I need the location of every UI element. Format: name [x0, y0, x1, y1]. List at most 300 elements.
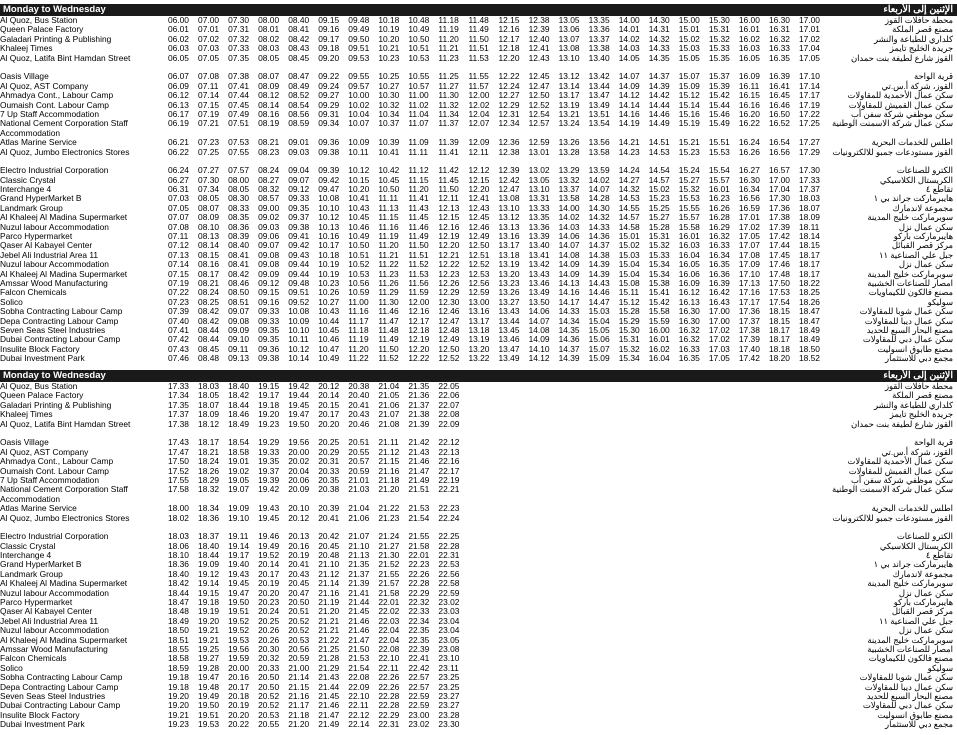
stop-name-arabic: جبل علي الصناعية ١١ — [878, 249, 953, 260]
departure-time: 15.31 — [648, 231, 670, 242]
departure-time: 11.45 — [438, 174, 459, 185]
departure-time: 14.39 — [648, 80, 670, 91]
stop-name-arabic: سكن عمال نزل — [898, 587, 953, 598]
departure-time: 10.49 — [348, 231, 370, 242]
departure-time: 11.21 — [438, 43, 459, 54]
stop-name: Galadari Printing & Publishing — [0, 33, 112, 44]
departure-time: 21.07 — [378, 409, 400, 420]
departure-time: 11.39 — [438, 137, 459, 148]
departure-time: 14.07 — [588, 184, 610, 195]
departure-time: 07.46 — [168, 353, 189, 364]
departure-time: 21.07 — [348, 531, 370, 542]
departure-time: 10.34 — [378, 108, 400, 119]
departure-time: 18.17 — [768, 334, 790, 345]
departure-time: 20.59 — [288, 653, 310, 664]
departure-time: 18.15 — [798, 240, 820, 251]
departure-time: 13.42 — [528, 259, 550, 270]
departure-time: 21.50 — [348, 643, 370, 654]
departure-time: 18.00 — [168, 503, 189, 514]
departure-time: 21.55 — [378, 568, 400, 579]
departure-time: 22.23 — [408, 559, 430, 570]
departure-time: 20.23 — [258, 597, 280, 608]
departure-time: 12.13 — [438, 202, 460, 213]
departure-time: 12.30 — [438, 296, 460, 307]
departure-time: 17.46 — [768, 259, 790, 270]
departure-time: 16.39 — [708, 277, 730, 288]
departure-time: 17.48 — [768, 268, 790, 279]
departure-time: 19.14 — [198, 578, 220, 589]
departure-time: 15.58 — [648, 306, 670, 317]
departure-time: 16.04 — [648, 353, 670, 364]
departure-time: 22.01 — [378, 597, 400, 608]
stop-name: Electro Industrial Corporation — [0, 531, 109, 542]
departure-time: 09.43 — [288, 249, 310, 260]
departure-time: 17.37 — [738, 315, 760, 326]
departure-time: 22.19 — [438, 474, 460, 485]
departure-time: 20.45 — [288, 578, 310, 589]
departure-time: 21.15 — [378, 456, 400, 467]
departure-time: 08.45 — [288, 52, 310, 63]
departure-time: 09.08 — [258, 249, 280, 260]
departure-time: 08.50 — [228, 287, 250, 298]
departure-time: 13.28 — [558, 146, 580, 157]
stop-name: Falcon Chemicals — [0, 287, 67, 298]
departure-time: 08.40 — [228, 240, 250, 251]
departure-time: 18.40 — [198, 540, 220, 551]
departure-time: 19.45 — [288, 399, 310, 410]
departure-time: 19.10 — [228, 512, 250, 523]
departure-time: 09.02 — [258, 212, 280, 223]
stop-name: Ahmadya Cont., Labour Camp — [0, 456, 114, 467]
departure-time: 22.35 — [408, 634, 430, 645]
departure-time: 13.27 — [498, 296, 520, 307]
departure-time: 22.26 — [408, 568, 430, 579]
departure-time: 09.11 — [228, 343, 249, 354]
departure-time: 12.53 — [468, 268, 490, 279]
departure-time: 16.02 — [648, 343, 670, 354]
departure-time: 19.45 — [258, 512, 280, 523]
departure-time: 18.07 — [798, 202, 820, 213]
departure-time: 23.10 — [438, 653, 460, 664]
departure-time: 13.24 — [558, 118, 580, 129]
departure-time: 21.51 — [408, 484, 430, 495]
departure-time: 12.16 — [438, 221, 460, 232]
table-row — [0, 467, 957, 476]
departure-time: 14.31 — [648, 24, 670, 35]
departure-time: 17.43 — [168, 437, 189, 448]
departure-time: 16.27 — [738, 165, 760, 176]
departure-time: 10.00 — [348, 90, 370, 101]
departure-time: 21.43 — [408, 446, 430, 457]
departure-time: 19.51 — [198, 709, 220, 720]
departure-time: 18.50 — [798, 343, 820, 354]
departure-time: 18.14 — [798, 231, 820, 242]
departure-time: 17.02 — [798, 33, 820, 44]
departure-time: 14.33 — [648, 43, 670, 54]
departure-time: 18.48 — [168, 606, 189, 617]
departure-time: 22.56 — [438, 568, 460, 579]
departure-time: 10.27 — [378, 80, 400, 91]
departure-time: 12.00 — [468, 90, 490, 101]
stop-name-arabic: قرية الواحة — [914, 437, 953, 448]
table-row — [0, 391, 957, 400]
stop-name-arabic: سوبرماركت خليج المدينة — [867, 212, 953, 223]
stop-name-arabic: القوز شارع لطيفة بنت حمدان — [850, 418, 953, 429]
stop-name-arabic: سكن عمال دبي للمقاولات — [862, 334, 953, 345]
departure-time: 07.05 — [198, 52, 220, 63]
departure-time: 12.16 — [498, 24, 520, 35]
departure-time: 12.15 — [438, 212, 460, 223]
departure-time: 07.27 — [198, 165, 220, 176]
departure-time: 18.49 — [798, 324, 820, 335]
departure-time: 10.44 — [318, 315, 340, 326]
departure-time: 18.17 — [198, 437, 220, 448]
departure-time: 15.42 — [648, 296, 670, 307]
departure-time: 19.21 — [198, 634, 220, 645]
departure-time: 11.11 — [408, 146, 429, 157]
departure-time: 07.53 — [228, 137, 250, 148]
departure-time: 13.10 — [498, 202, 520, 213]
departure-time: 12.59 — [468, 287, 490, 298]
departure-time: 08.42 — [288, 33, 310, 44]
departure-time: 11.07 — [408, 118, 429, 129]
departure-time: 15.31 — [708, 24, 730, 35]
section-title: Monday to Wednesday — [3, 4, 106, 15]
departure-time: 12.12 — [468, 165, 490, 176]
departure-time: 08.54 — [288, 99, 310, 110]
departure-time: 13.31 — [528, 193, 550, 204]
departure-time: 09.31 — [318, 108, 340, 119]
departure-time: 17.02 — [738, 221, 760, 232]
departure-time: 16.50 — [768, 108, 790, 119]
departure-time: 10.26 — [318, 287, 340, 298]
departure-time: 22.34 — [408, 615, 430, 626]
departure-time: 20.16 — [288, 540, 310, 551]
departure-time: 13.19 — [498, 259, 520, 270]
departure-time: 22.10 — [348, 690, 370, 701]
departure-time: 07.45 — [228, 99, 250, 110]
stop-name: Atlas Marine Service — [0, 137, 77, 148]
departure-time: 10.59 — [348, 287, 370, 298]
departure-time: 20.14 — [258, 559, 280, 570]
departure-time: 20.35 — [318, 474, 340, 485]
departure-time: 13.49 — [588, 99, 610, 110]
departure-time: 14.27 — [618, 174, 640, 185]
departure-time: 21.43 — [318, 672, 340, 683]
departure-time: 21.39 — [348, 578, 370, 589]
departure-time: 18.58 — [228, 446, 250, 457]
departure-time: 21.41 — [348, 587, 370, 598]
departure-time: 16.22 — [738, 118, 760, 129]
departure-time: 16.01 — [708, 184, 730, 195]
departure-time: 08.32 — [258, 184, 280, 195]
departure-time: 09.03 — [258, 221, 280, 232]
departure-time: 20.20 — [258, 587, 280, 598]
departure-time: 18.03 — [198, 381, 220, 391]
departure-time: 08.44 — [198, 324, 220, 335]
departure-time: 17.13 — [738, 277, 760, 288]
departure-time: 21.04 — [378, 381, 400, 391]
departure-time: 21.49 — [408, 474, 430, 485]
departure-time: 21.22 — [318, 634, 340, 645]
departure-time: 18.10 — [168, 550, 189, 561]
departure-time: 21.12 — [378, 446, 400, 457]
stop-name: Grand HyperMarket B — [0, 193, 82, 204]
departure-time: 22.12 — [438, 437, 460, 448]
departure-time: 10.45 — [318, 324, 340, 335]
stop-times — [168, 485, 468, 494]
departure-time: 08.24 — [198, 287, 220, 298]
departure-time: 20.22 — [228, 719, 250, 730]
stop-times — [168, 119, 829, 128]
departure-time: 13.07 — [558, 33, 580, 44]
table-row — [0, 626, 957, 635]
departure-time: 22.31 — [438, 550, 460, 561]
departure-time: 10.45 — [348, 212, 370, 223]
departure-time: 21.37 — [348, 568, 370, 579]
table-row — [0, 410, 957, 419]
departure-time: 20.17 — [318, 409, 340, 420]
departure-time: 14.28 — [588, 193, 610, 204]
departure-time: 23.25 — [438, 681, 460, 692]
departure-time: 18.12 — [198, 418, 220, 429]
departure-time: 21.06 — [348, 512, 370, 523]
stop-name: Al Quoz, AST Company — [0, 446, 89, 457]
departure-time: 18.40 — [228, 381, 250, 391]
departure-time: 13.02 — [528, 165, 550, 176]
departure-time: 17.30 — [798, 165, 820, 176]
departure-time: 22.59 — [408, 700, 430, 711]
departure-time: 11.18 — [348, 324, 369, 335]
departure-time: 11.26 — [378, 277, 399, 288]
departure-time: 08.05 — [228, 184, 250, 195]
stop-name: Oasis Village — [0, 437, 49, 448]
departure-time: 16.30 — [678, 306, 700, 317]
departure-time: 16.01 — [738, 24, 760, 35]
table-row — [0, 598, 957, 607]
departure-time: 14.07 — [558, 240, 580, 251]
departure-time: 11.48 — [378, 324, 399, 335]
departure-time: 21.19 — [318, 597, 340, 608]
departure-time: 08.10 — [198, 221, 220, 232]
stop-name-arabic: القوز مستودعات جمبو للالكترونيات — [832, 512, 953, 523]
stop-name-arabic: سكن موظفي شركة سفن أب — [851, 108, 953, 119]
departure-time: 17.52 — [168, 465, 189, 476]
departure-time: 09.49 — [348, 24, 370, 35]
departure-time: 12.11 — [468, 146, 489, 157]
departure-time: 17.05 — [738, 231, 760, 242]
departure-time: 15.02 — [678, 33, 700, 44]
stop-name-arabic: سكن موظفي شركة سفن أب — [851, 474, 953, 485]
departure-time: 16.15 — [738, 90, 760, 101]
departure-time: 14.09 — [618, 80, 640, 91]
departure-time: 16.32 — [678, 324, 700, 335]
departure-time: 09.12 — [258, 277, 280, 288]
departure-time: 09.10 — [228, 334, 250, 345]
departure-time: 10.20 — [348, 184, 370, 195]
departure-time: 21.58 — [378, 587, 400, 598]
departure-time: 15.32 — [648, 240, 670, 251]
departure-time: 10.12 — [348, 165, 370, 176]
departure-time: 12.56 — [468, 277, 490, 288]
departure-time: 16.05 — [738, 52, 760, 63]
stop-name: Parco Hypermarket — [0, 597, 73, 608]
departure-time: 10.12 — [288, 343, 310, 354]
departure-time: 07.39 — [168, 306, 189, 317]
departure-time: 21.49 — [318, 719, 340, 730]
departure-time: 17.02 — [708, 334, 730, 345]
departure-time: 14.37 — [558, 343, 580, 354]
departure-time: 23.27 — [438, 700, 460, 711]
departure-time: 15.03 — [618, 249, 640, 260]
departure-time: 15.12 — [618, 296, 640, 307]
stop-name-arabic: مركز قصر القبائل — [891, 606, 953, 617]
departure-time: 09.16 — [318, 24, 340, 35]
departure-time: 17.05 — [798, 52, 820, 63]
departure-time: 13.49 — [528, 287, 550, 298]
departure-time: 19.48 — [198, 681, 220, 692]
departure-time: 19.05 — [228, 474, 250, 485]
stop-name-arabic: القوز مستودعات جمبو للالكترونيات — [832, 146, 953, 157]
departure-time: 17.27 — [798, 137, 820, 148]
departure-time: 18.11 — [798, 221, 820, 232]
departure-time: 07.14 — [168, 259, 189, 270]
stop-name: Amssar Wood Manufacturing — [0, 643, 108, 654]
stop-name: Oumaish Cont. Labour Camp — [0, 99, 109, 110]
departure-time: 16.57 — [768, 165, 790, 176]
departure-time: 16.26 — [738, 146, 760, 157]
departure-time: 09.18 — [318, 43, 340, 54]
departure-time: 08.16 — [198, 259, 220, 270]
departure-time: 20.41 — [318, 512, 340, 523]
stop-name: Queen Palace Factory — [0, 24, 84, 35]
departure-time: 13.12 — [558, 71, 580, 82]
departure-time: 12.51 — [468, 249, 490, 260]
departure-time: 16.52 — [768, 118, 790, 129]
departure-time: 09.35 — [288, 202, 310, 213]
departure-time: 15.04 — [618, 259, 640, 270]
departure-time: 10.23 — [378, 52, 400, 63]
departure-time: 19.18 — [168, 681, 189, 692]
table-row — [0, 438, 957, 447]
departure-time: 18.52 — [798, 353, 820, 364]
departure-time: 12.29 — [438, 287, 460, 298]
departure-time: 13.36 — [588, 24, 610, 35]
departure-time: 06.17 — [168, 108, 189, 119]
departure-time: 09.20 — [318, 52, 340, 63]
stop-times — [168, 54, 829, 63]
table-row — [0, 532, 957, 541]
departure-time: 08.19 — [258, 118, 280, 129]
departure-time: 17.50 — [768, 277, 790, 288]
departure-time: 14.35 — [648, 52, 670, 63]
departure-time: 20.57 — [348, 456, 370, 467]
departure-time: 14.03 — [618, 43, 640, 54]
stop-name-arabic: جريدة الخليج تايمز — [889, 409, 953, 420]
departure-time: 13.59 — [588, 165, 610, 176]
departure-time: 15.34 — [648, 259, 670, 270]
departure-time: 12.15 — [498, 15, 520, 25]
departure-time: 20.26 — [258, 625, 280, 636]
departure-time: 15.07 — [678, 71, 700, 82]
departure-time: 19.11 — [228, 531, 249, 542]
departure-time: 19.39 — [258, 474, 280, 485]
stop-times — [168, 514, 468, 523]
stop-name: Al Khaleej Al Madina Supermarket — [0, 268, 128, 279]
departure-time: 22.11 — [348, 700, 369, 711]
departure-time: 20.19 — [228, 700, 250, 711]
departure-time: 14.39 — [588, 259, 610, 270]
departure-time: 16.16 — [738, 99, 760, 110]
departure-time: 08.07 — [198, 202, 220, 213]
departure-time: 15.39 — [708, 80, 730, 91]
departure-time: 15.09 — [588, 353, 610, 364]
departure-time: 18.49 — [798, 334, 820, 345]
departure-time: 12.52 — [438, 353, 460, 364]
departure-time: 11.19 — [378, 231, 399, 242]
departure-time: 17.07 — [738, 240, 760, 251]
departure-time: 22.16 — [438, 456, 460, 467]
departure-time: 21.27 — [378, 540, 400, 551]
departure-time: 17.36 — [738, 306, 760, 317]
departure-time: 14.08 — [528, 324, 550, 335]
departure-time: 09.39 — [318, 165, 340, 176]
departure-time: 13.46 — [498, 334, 520, 345]
departure-time: 16.39 — [768, 71, 790, 82]
departure-time: 13.17 — [498, 240, 520, 251]
departure-time: 07.01 — [198, 24, 220, 35]
departure-time: 16.35 — [678, 353, 700, 364]
departure-time: 11.47 — [378, 315, 399, 326]
table-row — [0, 636, 957, 645]
departure-time: 11.50 — [378, 343, 399, 354]
departure-time: 19.49 — [198, 690, 220, 701]
departure-time: 14.37 — [648, 71, 670, 82]
departure-time: 07.32 — [228, 33, 250, 44]
departure-time: 22.57 — [408, 681, 430, 692]
departure-time: 15.59 — [648, 315, 670, 326]
departure-time: 19.51 — [228, 606, 250, 617]
departure-time: 14.21 — [618, 137, 640, 148]
departure-time: 13.54 — [588, 118, 610, 129]
departure-time: 12.40 — [528, 33, 550, 44]
departure-time: 16.33 — [678, 343, 700, 354]
departure-time: 13.46 — [528, 277, 550, 288]
departure-time: 19.23 — [168, 719, 189, 730]
departure-time: 22.53 — [438, 559, 460, 570]
departure-time: 12.43 — [468, 202, 490, 213]
departure-time: 13.49 — [498, 353, 520, 364]
departure-time: 11.20 — [348, 343, 369, 354]
stop-name-arabic: مركز قصر القبائل — [891, 240, 953, 251]
departure-time: 12.00 — [408, 296, 430, 307]
departure-time: 07.33 — [228, 43, 250, 54]
departure-time: 10.08 — [288, 306, 310, 317]
departure-time: 17.40 — [738, 343, 760, 354]
departure-time: 10.52 — [348, 259, 370, 270]
departure-time: 08.14 — [258, 99, 280, 110]
departure-time: 20.10 — [288, 503, 310, 514]
departure-time: 10.18 — [378, 15, 400, 25]
departure-time: 18.49 — [168, 615, 189, 626]
departure-time: 08.49 — [288, 80, 310, 91]
departure-time: 07.14 — [198, 90, 220, 101]
stop-name: Sobha Contracting Labour Camp — [0, 306, 123, 317]
departure-time: 11.15 — [378, 212, 399, 223]
departure-time: 13.51 — [588, 108, 610, 119]
departure-time: 19.20 — [168, 690, 189, 701]
departure-time: 08.05 — [258, 52, 280, 63]
